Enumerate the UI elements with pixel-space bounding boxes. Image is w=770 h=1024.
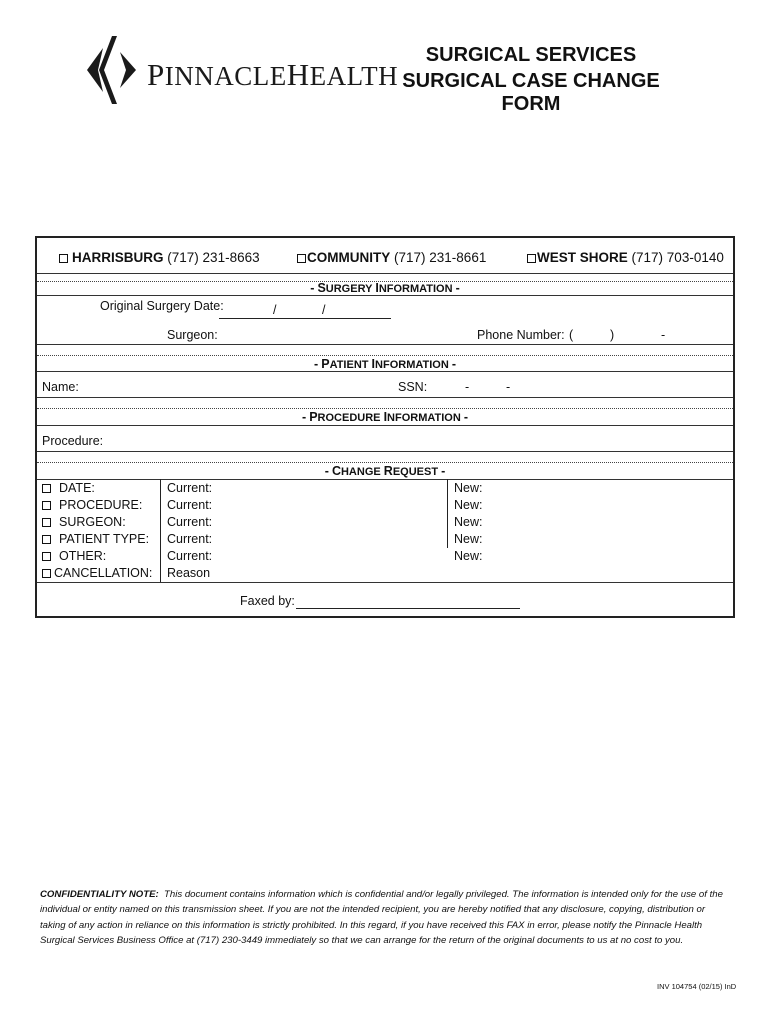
location-harrisburg[interactable]: HARRISBURG (717) 231-8663	[59, 250, 260, 265]
date-separator: /	[322, 303, 326, 317]
new-value-label: New:	[454, 481, 483, 495]
section-patient-information: - PATIENT INFORMATION -	[314, 357, 456, 371]
location-west-shore[interactable]: WEST SHORE (717) 703-0140	[527, 250, 724, 265]
ssn-label: SSN:	[398, 380, 428, 394]
change-option-5[interactable]	[42, 566, 152, 580]
logo-wordmark: PINNACLEHEALTH	[147, 57, 399, 92]
checkbox-icon[interactable]	[527, 254, 536, 263]
current-value-label: Current:	[167, 515, 213, 529]
ssn-dash: -	[465, 380, 470, 394]
new-value-label: New:	[454, 498, 483, 512]
form-title-line2: SURGICAL CASE CHANGE FORM	[402, 70, 660, 115]
checkbox-icon[interactable]	[42, 484, 51, 493]
change-option-2[interactable]	[42, 515, 126, 529]
change-option-label: SURGEON:	[59, 515, 126, 529]
checkbox-icon[interactable]	[42, 518, 51, 527]
original-surgery-date-label: Original Surgery Date:	[100, 299, 224, 313]
section-procedure-information: - PROCEDURE INFORMATION -	[301, 410, 469, 424]
current-value-label: Current:	[167, 498, 213, 512]
name-label: Name:	[42, 380, 79, 394]
change-option-label: DATE:	[59, 481, 95, 495]
confidentiality-label: CONFIDENTIALITY NOTE:	[40, 889, 159, 900]
procedure-label: Procedure:	[42, 434, 104, 448]
form-title-line1: SURGICAL SERVICES	[425, 44, 637, 66]
checkbox-icon[interactable]	[59, 254, 68, 263]
checkbox-icon[interactable]	[42, 552, 51, 561]
date-separator: /	[273, 303, 277, 317]
new-value-label: New:	[454, 532, 483, 546]
change-option-4[interactable]	[42, 549, 106, 563]
phone-paren-close: )	[610, 328, 615, 342]
surgeon-label: Surgeon:	[167, 328, 218, 342]
section-change-request: - CHANGE REQUEST -	[324, 464, 446, 478]
original-surgery-date-field[interactable]	[219, 318, 391, 319]
phone-dash: -	[661, 328, 666, 342]
change-option-1[interactable]	[42, 498, 142, 512]
current-value-label: Current:	[167, 481, 213, 495]
inventory-code: INV 104754 (02/15) InD	[657, 982, 737, 991]
section-surgery-information: - SURGERY INFORMATION -	[310, 281, 460, 295]
phone-paren-open: (	[569, 328, 574, 342]
change-option-3[interactable]	[42, 532, 149, 546]
new-value-label: New:	[454, 549, 483, 563]
change-option-0[interactable]	[42, 481, 95, 495]
case-change-form	[35, 236, 735, 618]
change-option-label: OTHER:	[59, 549, 107, 563]
confidentiality-note	[40, 887, 730, 949]
ssn-dash: -	[506, 380, 511, 394]
current-value-label: Current:	[167, 549, 213, 563]
confidentiality-text: This document contains information which is confidential and/or legally privileged. The information is intended only for the use of the individual or entity named on this transmission sheet. If you are not the intended recipient, you are hereby notified that any disclosure, copying, distribution or taking of any action in reliance on this information is strictly prohibited. In this regard, if you have received this FAX in error, please notify the Pinnacle Health Surgical Services Business Office at (717) 230-3449 immediately so that we can arrange for the return of the original documents to us at no cost to you.	[40, 889, 723, 947]
checkbox-icon[interactable]	[42, 501, 51, 510]
faxed-by-field[interactable]	[296, 608, 520, 609]
reason-label: Reason	[167, 566, 211, 580]
checkbox-icon[interactable]	[42, 569, 51, 578]
location-community[interactable]: COMMUNITY (717) 231-8661	[297, 250, 486, 265]
phone-number-label: Phone Number:	[477, 328, 565, 342]
current-value-label: Current:	[167, 532, 213, 546]
checkbox-icon[interactable]	[297, 254, 306, 263]
change-option-label: PROCEDURE:	[59, 498, 143, 512]
checkbox-icon[interactable]	[42, 535, 51, 544]
new-value-label: New:	[454, 515, 483, 529]
change-option-label: PATIENT TYPE:	[59, 532, 150, 546]
change-option-label: CANCELLATION:	[54, 566, 153, 580]
faxed-by-label: Faxed by:	[240, 594, 295, 608]
